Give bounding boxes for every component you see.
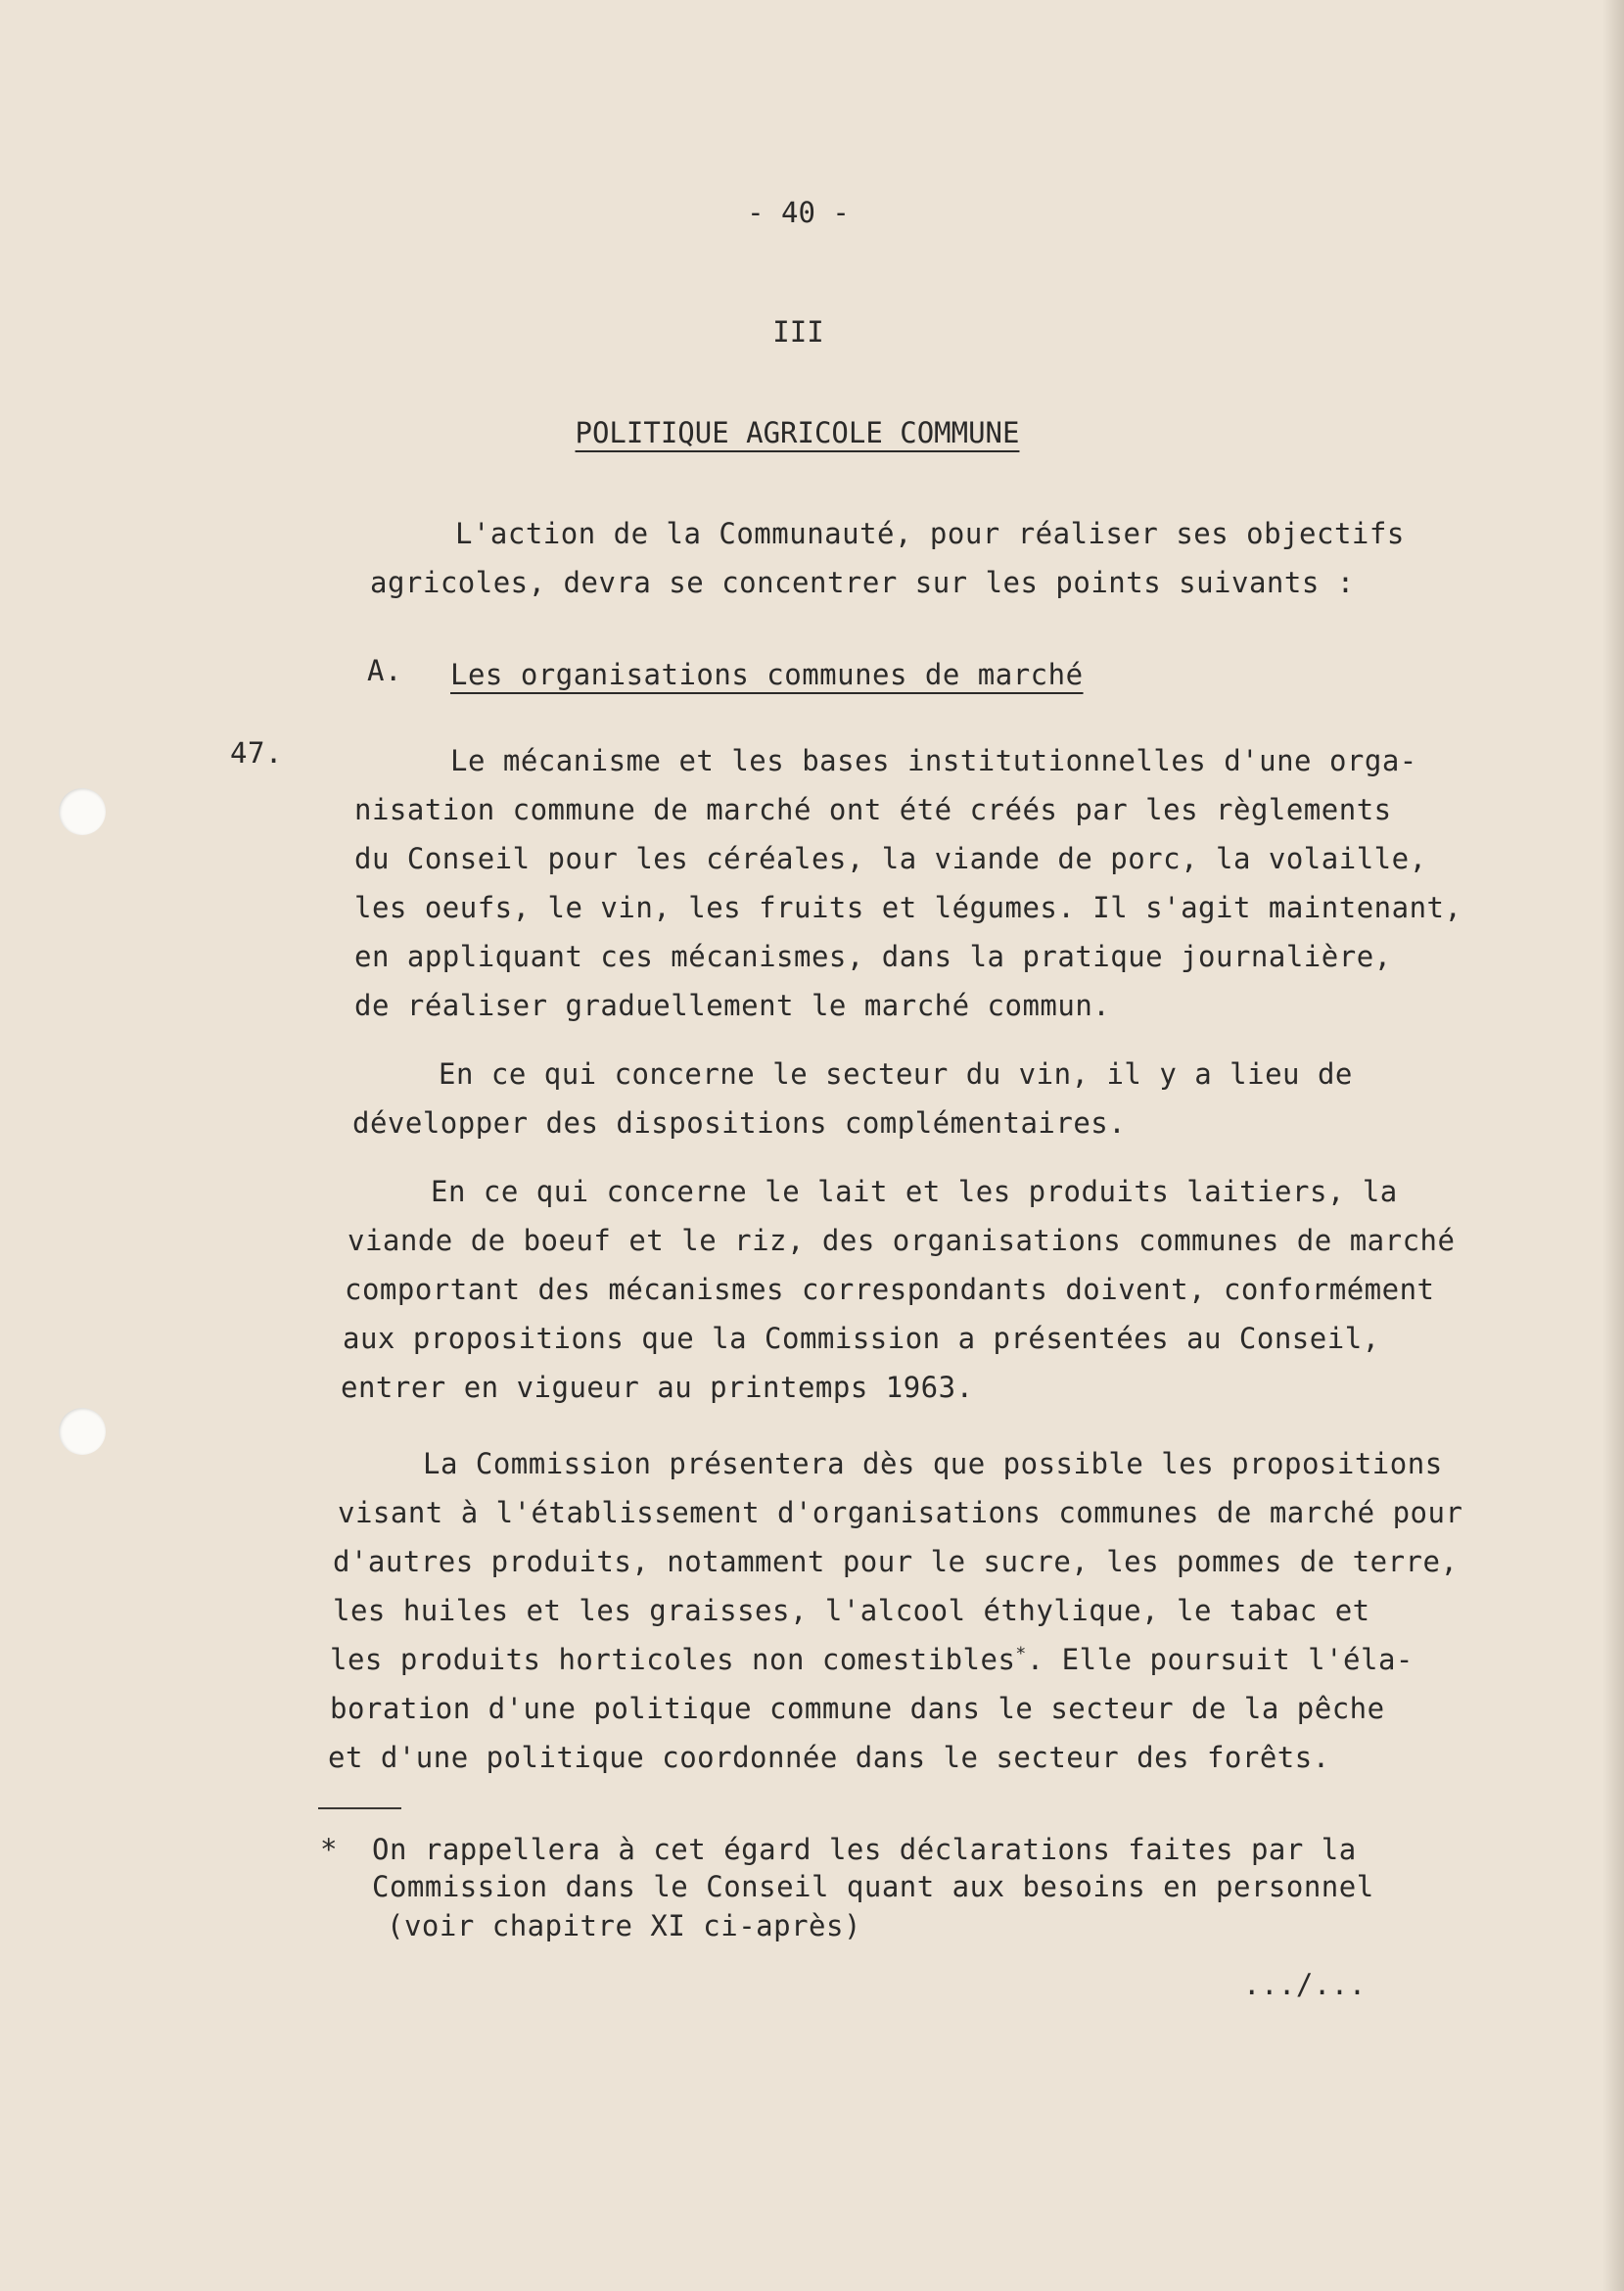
p4-line-5-tail: . Elle poursuit l'éla- [1026, 1643, 1414, 1676]
p1-line-1: Le mécanisme et les bases institutionnelles d'une orga- [450, 744, 1417, 777]
p2-line-1: En ce qui concerne le secteur du vin, il y a lieu de [439, 1057, 1353, 1091]
p3-line-3: comportant des mécanismes correspondants doivent, conformément [345, 1273, 1435, 1306]
p3-line-4: aux propositions que la Commission a présentées au Conseil, [343, 1322, 1380, 1355]
intro-line-2: agricoles, devra se concentrer sur les points suivants : [370, 566, 1355, 599]
footnote-rule [318, 1807, 401, 1809]
chapter-number: III [772, 315, 824, 349]
intro-line-1: L'action de la Communauté, pour réaliser ses objectifs [455, 517, 1405, 550]
p4-line-5 [330, 1643, 1414, 1676]
p1-line-2: nisation commune de marché ont été créés par les règlements [354, 793, 1392, 826]
p4-line-4: les huiles et les graisses, l'alcool éthylique, le tabac et [333, 1594, 1370, 1627]
section-heading [450, 658, 1084, 691]
punch-hole-top [59, 788, 106, 835]
p1-line-4: les oeufs, le vin, les fruits et légumes. Il s'agit maintenant, [354, 891, 1462, 924]
footnote-marker-bottom: * [320, 1833, 338, 1866]
p3-line-1: En ce qui concerne le lait et les produits laitiers, la [431, 1175, 1398, 1208]
p3-line-2: viande de boeuf et le riz, des organisations communes de marché [348, 1224, 1456, 1257]
chapter-title-text: POLITIQUE AGRICOLE COMMUNE [575, 416, 1020, 449]
p1-line-5: en appliquant ces mécanismes, dans la pratique journalière, [354, 940, 1392, 973]
p1-line-6: de réaliser graduellement le marché commun. [354, 989, 1111, 1022]
continuation-mark: .../... [1243, 1968, 1367, 2001]
footnote-line-2: Commission dans le Conseil quant aux besoins en personnel [372, 1870, 1374, 1903]
section-letter: A. [367, 654, 402, 687]
p2-line-2: développer des dispositions complémentaires. [352, 1106, 1127, 1140]
section-heading-text: Les organisations communes de marché [450, 658, 1084, 691]
paragraph-number: 47. [230, 736, 283, 770]
p4-line-2: visant à l'établissement d'organisations communes de marché pour [338, 1496, 1463, 1529]
footnote-line-1: On rappellera à cet égard les déclarations faites par la [372, 1833, 1357, 1866]
p4-line-3: d'autres produits, notamment pour le sucre, les pommes de terre, [333, 1545, 1459, 1578]
p4-line-5-text: les produits horticoles non comestibles [330, 1643, 1016, 1676]
page-number: - 40 - [747, 196, 850, 229]
p4-line-6: boration d'une politique commune dans le secteur de la pêche [330, 1692, 1385, 1725]
footnote-marker: * [1015, 1643, 1027, 1664]
chapter-title [0, 416, 1609, 449]
footnote-line-3: (voir chapitre XI ci-après) [387, 1909, 861, 1942]
p4-line-7: et d'une politique coordonnée dans le secteur des forêts. [328, 1741, 1330, 1774]
p1-line-3: du Conseil pour les céréales, la viande de porc, la volaille, [354, 842, 1427, 875]
p3-line-5: entrer en vigueur au printemps 1963. [341, 1371, 974, 1404]
p4-line-1: La Commission présentera dès que possible les propositions [423, 1447, 1443, 1480]
punch-hole-bottom [59, 1408, 106, 1455]
